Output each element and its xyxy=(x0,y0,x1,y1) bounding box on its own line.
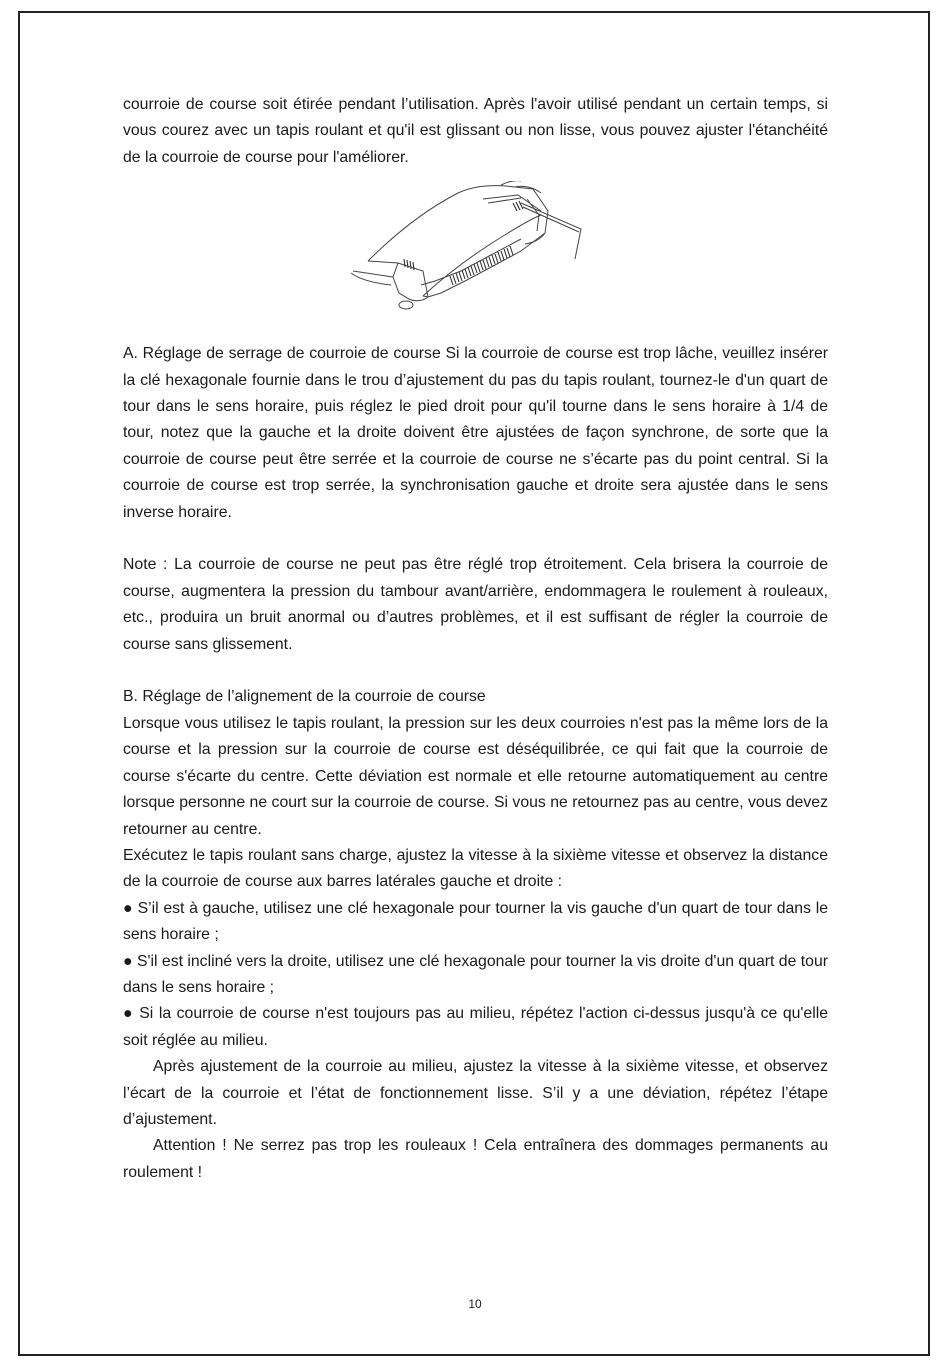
page-content xyxy=(123,92,828,1186)
warning-paragraph: Attention ! Ne serrez pas trop les rouleaux ! Cela entraînera des dommages permanents au roulement ! xyxy=(123,1137,828,1181)
bullet-left: ● S’il est à gauche, utilisez une clé hexagonale pour tourner la vis gauche d'un quart de tour dans le sens horaire ; xyxy=(123,899,828,944)
bullet-middle: ● Si la courroie de course n'est toujours pas au milieu, répétez l'action ci-dessus jusqu'à ce qu'elle soit réglée au milieu. xyxy=(123,1005,828,1049)
bullet-right: ● S'il est incliné vers la droite, utilisez une clé hexagonale pour tourner la vis droite d'un quart de tour dans le sens horaire ; xyxy=(123,952,828,996)
section-a-paragraph: A. Réglage de serrage de courroie de course Si la courroie de course est trop lâche, veuillez insérer la clé hexagonale fournie dans le trou d’ajustement du pas du tapis roulant, tournez-le d'un quart de tour dans le sens horaire, puis réglez le pied droit pour qu'il tourne dans le sens horaire à 1/4 de tour, notez que la gauche et la droite doivent être ajustées de façon synchrone, de sorte que la courroie de course peut être serrée et la courroie de course ne s’écarte pas du point central. Si la courroie de course est trop serrée, la synchronisation gauche et droite sera ajustée dans le sens inverse horaire. xyxy=(123,345,828,521)
after-adjust-paragraph: Après ajustement de la courroie au milieu, ajustez la vitesse à la sixième vitesse, et observez l’écart de la courroie et l’état de fonctionnement lisse. S’il y a une déviation, répétez l’étape d’ajustement. xyxy=(123,1058,828,1128)
treadmill-hex-key-illustration-icon xyxy=(123,181,828,313)
intro-paragraph: courroie de course soit étirée pendant l’utilisation. Après l'avoir utilisé pendant un certain temps, si vous courez avec un tapis roulant et qu'il est glissant ou non lisse, vous pouvez ajuster l'étanchéité de la courroie de course pour l'améliorer. xyxy=(123,96,828,166)
run-instructions: Exécutez le tapis roulant sans charge, ajustez la vitesse à la sixième vitesse et observez la distance de la courroie de course aux barres latérales gauche et droite : xyxy=(123,846,828,891)
page-number: 10 xyxy=(468,1297,482,1311)
note-paragraph: Note : La courroie de course ne peut pas être réglé trop étroitement. Cela brisera la courroie de course, augmentera la pression du tambour avant/arrière, endommagera le roulement à rouleaux, etc., produira un bruit anormal ou d’autres problèmes, et il est suffisant de régler la courroie de course sans glissement. xyxy=(123,556,828,653)
section-b-paragraph: Lorsque vous utilisez le tapis roulant, la pression sur les deux courroies n'est pas la même lors de la course et la pression sur la courroie de course est déséquilibrée, ce qui fait que la courroie de course s'écarte du centre. Cette déviation est normale et elle retourne automatiquement au centre lorsque personne ne court sur la courroie de course. Si vous ne retournez pas au centre, vous devez retourner au centre. xyxy=(123,714,828,838)
section-b-heading: B. Réglage de l’alignement de la courroie de course xyxy=(123,688,486,706)
